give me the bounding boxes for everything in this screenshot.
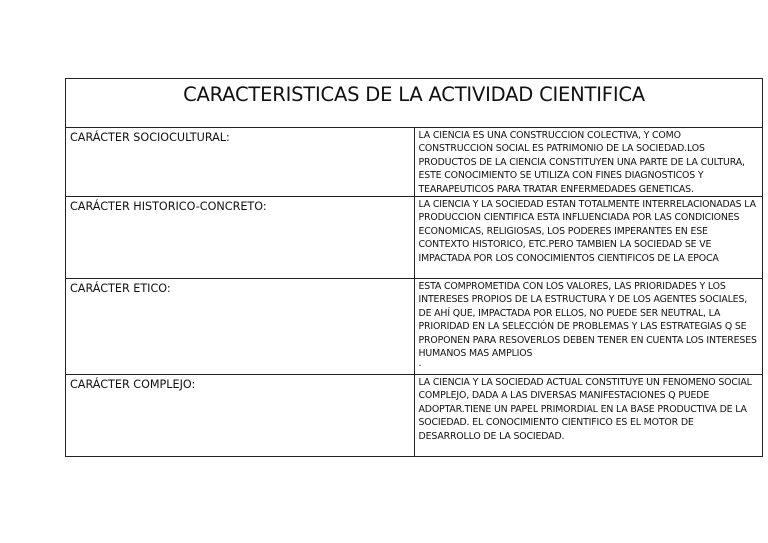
table-row — [66, 128, 763, 197]
table-row — [66, 197, 763, 279]
table-row — [66, 375, 763, 457]
row-label: CARÁCTER COMPLEJO: — [66, 375, 415, 457]
description-text: ESTA COMPROMETIDA CON LOS VALORES, LAS PRIORIDADES Y LOS INTERESES PROPIOS DE LA ESTRUCTURA Y DE LOS AGENTES SOCIALES, DE AHÍ QUE, IMPACTADA POR ELLOS, NO PUEDE SER NEUTRAL, LA PRIORIDAD EN LA SELECCIÓN DE PROBLEMAS Y LAS ESTRATEGIAS Q SE PROPONEN PARA RESOVERLOS DEBEN TENER EN CUENTA LOS INTERESES HUMANOS MAS AMPLIOS — [418, 281, 757, 360]
document-title: CARACTERISTICAS DE LA ACTIVIDAD CIENTIFICA — [66, 79, 763, 128]
row-label: CARÁCTER HISTORICO-CONCRETO: — [66, 197, 415, 279]
row-description — [414, 197, 763, 279]
row-label: CARÁCTER SOCIOCULTURAL: — [66, 128, 415, 197]
row-description — [414, 128, 763, 197]
trailing-mark: . — [418, 358, 422, 370]
row-description — [414, 375, 763, 457]
row-description — [414, 279, 763, 375]
description-text: LA CIENCIA Y LA SOCIEDAD ESTAN TOTALMENTE INTERRELACIONADAS LA PRODUCCION CIENTIFICA ESTA INFLUENCIADA POR LAS CONDICIONES ECONOMICAS, RELIGIOSAS, LOS PODERES IMPERANTES EN ESE CONTEXTO HISTORICO, ETC.PERO TAMBIEN LA SOCIEDAD SE VE IMPACTADA POR LOS CONOCIMIENTOS CIENTIFICOS DE LA EPOCA — [418, 199, 756, 264]
characteristics-table — [65, 78, 763, 457]
description-text: LA CIENCIA Y LA SOCIEDAD ACTUAL CONSTITUYE UN FENOMENO SOCIAL COMPLEJO, DADA A LAS DIVERSAS MANIFESTACIONES Q PUEDE ADOPTAR.TIENE UN PAPEL PRIMORDIAL EN LA BASE PRODUCTIVA DE LA SOCIEDAD. EL CONOCIMIENTO CIENTIFICO ES EL MOTOR DE DESARROLLO DE LA SOCIEDAD. — [418, 377, 752, 442]
title-row — [66, 79, 763, 128]
table-row — [66, 279, 763, 375]
description-text: LA CIENCIA ES UNA CONSTRUCCION COLECTIVA, Y COMO CONSTRUCCION SOCIAL ES PATRIMONIO DE LA SOCIEDAD.LOS PRODUCTOS DE LA CIENCIA CONSTITUYEN UNA PARTE DE LA CULTURA, ESTE CONOCIMIENTO SE UTILIZA CON FINES DIAGNOSTICOS Y TEARAPEUTICOS PARA TRATAR ENFERMEDADES GENETICAS. — [418, 130, 745, 195]
row-label: CARÁCTER ETICO: — [66, 279, 415, 375]
